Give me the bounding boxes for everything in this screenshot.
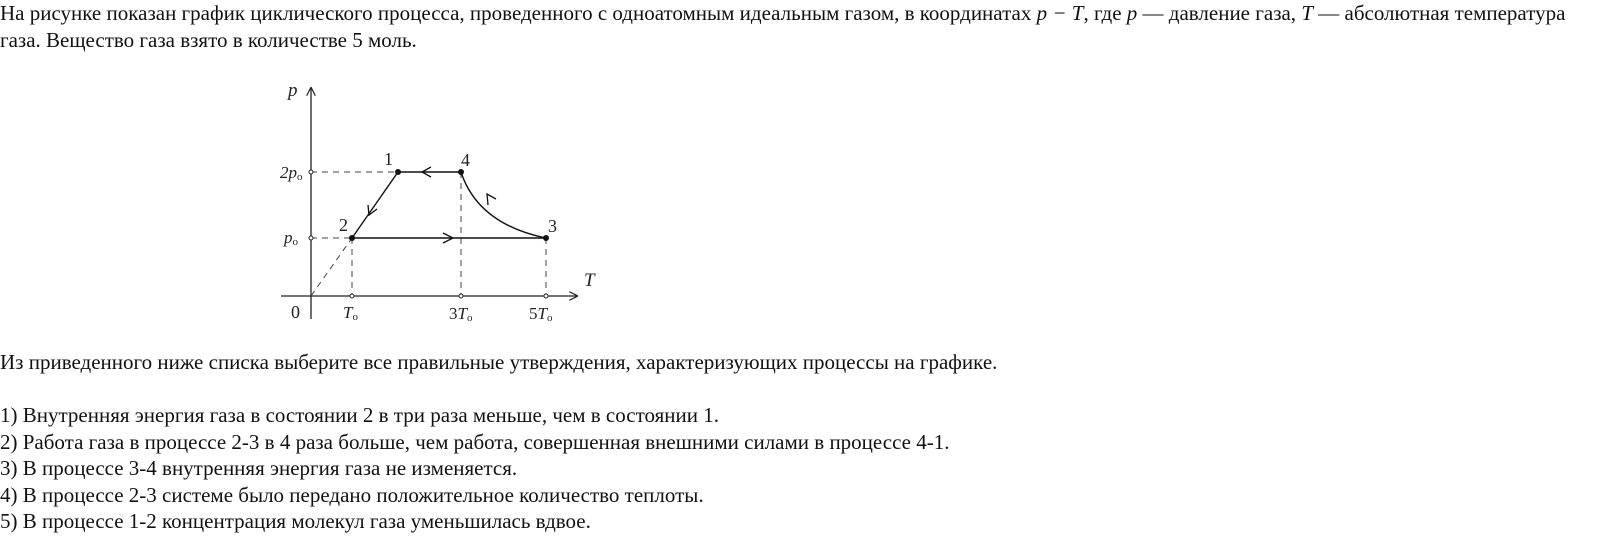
option-2: 2) Работа газа в процессе 2-3 в 4 раза больше, чем работа, совершенная внешними силами в процессе 4-1.: [0, 429, 950, 454]
option-5: 5) В процессе 1-2 концентрация молекул газа уменьшилась вдвое.: [0, 509, 591, 533]
tick-p0: [309, 236, 313, 240]
axis-label-p: p: [288, 80, 298, 101]
point-label-3: 3: [548, 216, 557, 236]
axis-label-T: T: [584, 270, 595, 291]
intro-text-2: , где: [1083, 1, 1127, 25]
option-4: 4) В процессе 2-3 системе было передано положительное количество теплоты.: [0, 482, 704, 507]
problem-intro: [0, 0, 1590, 54]
process-3-4: [461, 172, 546, 238]
option-1: 1) Внутренняя энергия газа в состоянии 2 в три раза меньше, чем в состоянии 1.: [0, 403, 719, 427]
intro-math-pT: p − T: [1036, 1, 1084, 25]
answer-options: [0, 402, 949, 535]
state-point-1: [395, 169, 401, 175]
point-label-1: 1: [384, 149, 393, 169]
guide-origin-line: [311, 238, 352, 296]
pT-cycle-diagram: [278, 74, 608, 334]
tick-5T0: [544, 294, 548, 298]
intro-text-3: — давление газа,: [1137, 1, 1302, 25]
tick-T0: [350, 294, 354, 298]
origin-label: 0: [291, 302, 300, 322]
option-3: 3) В процессе 3-4 внутренняя энергия газа не изменяется.: [0, 456, 518, 480]
point-label-4: 4: [461, 150, 470, 170]
intro-text-1: На рисунке показан график циклического процесса, проведенного с одноатомным идеальным газом, в координатах: [0, 1, 1037, 25]
tick-2p0: [309, 170, 313, 174]
label-T0: To: [343, 303, 358, 323]
arrow-3-4: [487, 194, 496, 205]
arrow-1-2: [368, 205, 377, 215]
label-2p0: 2po: [280, 163, 303, 183]
intro-math-p: p: [1126, 1, 1138, 25]
label-5T0: 5To: [529, 304, 553, 324]
label-3T0: 3To: [449, 304, 473, 324]
label-p0: po: [284, 228, 298, 248]
question-text: Из приведенного ниже списка выберите все правильные утверждения, характеризующих процессы на графике.: [0, 350, 998, 374]
intro-text-4: — абсолютная температура газа. Вещество газа взято в количестве 5 моль.: [0, 1, 1566, 52]
intro-math-T: T: [1301, 1, 1313, 25]
point-label-2: 2: [339, 215, 348, 235]
state-point-2: [349, 235, 355, 241]
process-1-2: [352, 172, 398, 238]
tick-3T0: [459, 294, 463, 298]
